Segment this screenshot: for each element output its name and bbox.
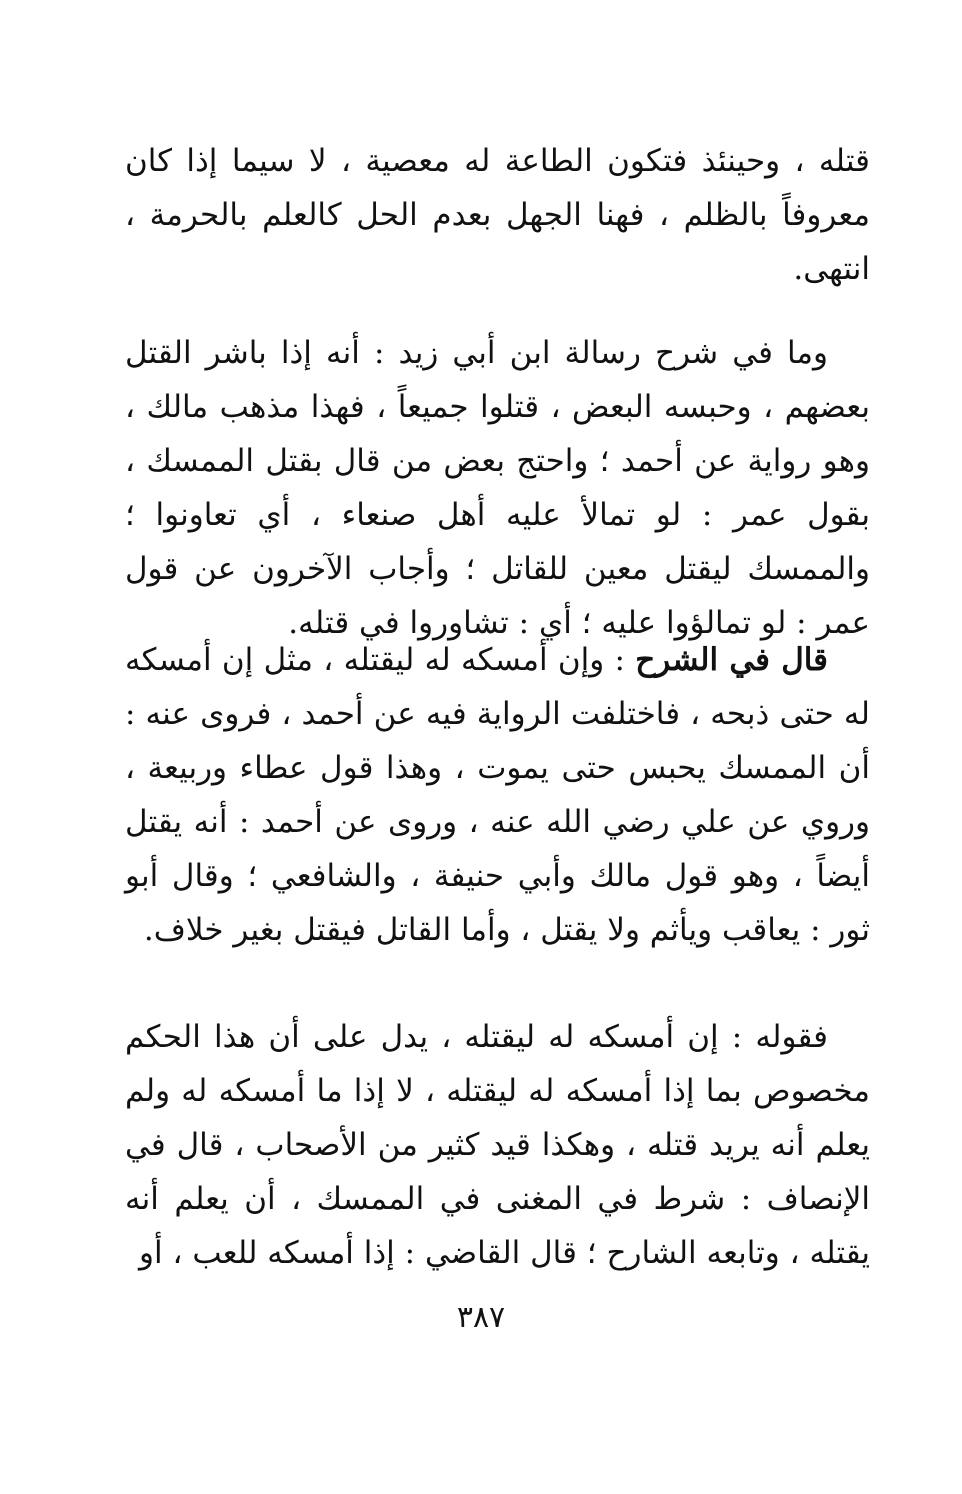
paragraph-3-lead: قال في الشرح — [635, 642, 829, 678]
paragraph-1 — [125, 134, 870, 296]
paragraph-2 — [125, 326, 870, 650]
paragraph-4 — [125, 1010, 870, 1280]
paragraph-3-text: : وإن أمسكه له ليقتله ، مثل إن أمسكه له حتى ذبحه ، فاختلفت الرواية فيه عن أحمد ، فروى عنه : أن الممسك يحبس حتى يموت ، وهذا قول عطاء وربيعة ، وروي عن علي رضي الله عنه ، وروى عن أحمد : أنه يقتل أيضاً ، وهو قول مالك وأبي حنيفة ، والشافعي ؛ وقال أبو ثور : يعاقب ويأثم ولا يقتل ، وأما القاتل فيقتل بغير خلاف. — [125, 642, 870, 948]
paragraph-2-text: وما في شرح رسالة ابن أبي زيد : أنه إذا باشر القتل بعضهم ، وحبسه البعض ، قتلوا جميعاً ، فهذا مذهب مالك ، وهو رواية عن أحمد ؛ واحتج بعض من قال بقتل الممسك ، بقول عمر : لو تمالأ عليه أهل صنعاء ، أي تعاونوا ؛ والممسك ليقتل معين للقاتل ؛ وأجاب الآخرون عن قول عمر : لو تمالؤوا عليه ؛ أي : تشاوروا في قتله. — [125, 335, 870, 641]
paragraph-3 — [125, 633, 870, 957]
paragraph-4-text: فقوله : إن أمسكه له ليقتله ، يدل على أن هذا الحكم مخصوص بما إذا أمسكه له ليقتله ، لا إذا ما أمسكه له ولم يعلم أنه يريد قتله ، وهكذا قيد كثير من الأصحاب ، قال في الإنصاف : شرط في المغنى في الممسك ، أن يعلم أنه يقتله ، وتابعه الشارح ؛ قال القاضي : إذا أمسكه للعب ، أو — [125, 1019, 870, 1271]
page-number: ٣٨٧ — [456, 1300, 506, 1335]
paragraph-1-text: قتله ، وحينئذ فتكون الطاعة له معصية ، لا سيما إذا كان معروفاً بالظلم ، فهنا الجهل بعدم الحل كالعلم بالحرمة ، انتهى. — [125, 143, 870, 287]
